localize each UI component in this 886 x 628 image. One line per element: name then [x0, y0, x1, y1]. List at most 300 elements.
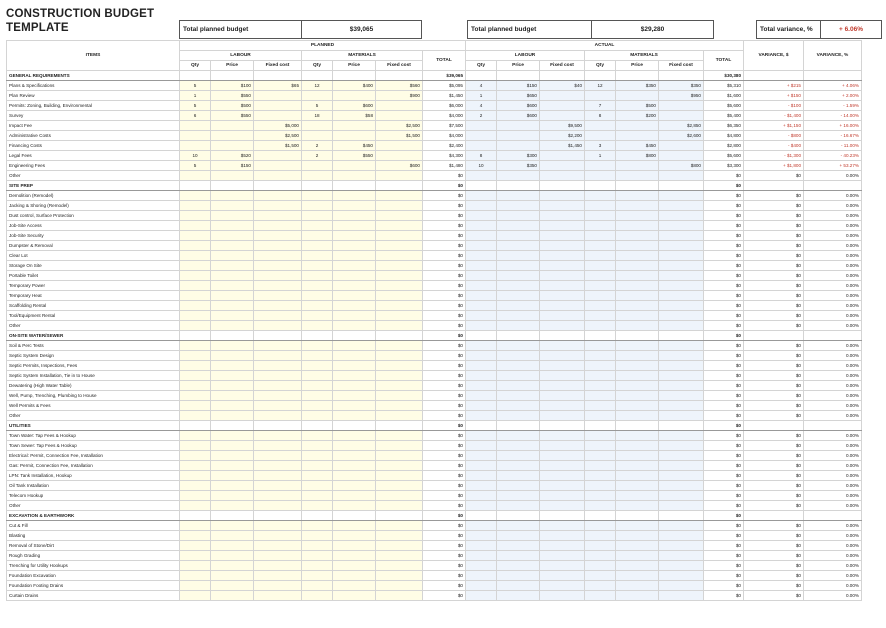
planned-total-cell[interactable]: $0 [423, 561, 466, 571]
planned-labour-fixed-cell[interactable] [254, 291, 302, 301]
planned-materials-qty-cell[interactable] [302, 571, 333, 581]
actual-materials-qty-cell[interactable] [585, 471, 616, 481]
actual-materials-price-cell[interactable] [616, 401, 659, 411]
item-label[interactable]: Blasting [7, 531, 180, 541]
actual-materials-fixed-cell[interactable] [659, 531, 704, 541]
planned-labour-price-cell[interactable] [211, 281, 254, 291]
planned-materials-qty-cell[interactable] [302, 391, 333, 401]
planned-materials-qty-cell[interactable] [302, 171, 333, 181]
planned-labour-price-cell[interactable] [211, 71, 254, 81]
actual-labour-fixed-cell[interactable] [540, 301, 585, 311]
planned-materials-fixed-cell[interactable] [376, 111, 423, 121]
planned-materials-fixed-cell[interactable] [376, 541, 423, 551]
planned-labour-fixed-cell[interactable] [254, 591, 302, 601]
actual-labour-fixed-cell[interactable] [540, 231, 585, 241]
planned-materials-price-cell[interactable] [333, 521, 376, 531]
planned-materials-fixed-cell[interactable] [376, 171, 423, 181]
variance-dollar-cell[interactable]: $0 [744, 461, 804, 471]
planned-total-cell[interactable]: $0 [423, 271, 466, 281]
actual-total-cell[interactable]: $1,600 [704, 91, 744, 101]
actual-labour-fixed-cell[interactable] [540, 461, 585, 471]
actual-materials-fixed-cell[interactable] [659, 471, 704, 481]
item-label[interactable]: Portable Toilet [7, 271, 180, 281]
actual-labour-price-cell[interactable] [497, 571, 540, 581]
actual-materials-qty-cell[interactable] [585, 371, 616, 381]
planned-labour-qty-cell[interactable] [180, 171, 211, 181]
planned-total-cell[interactable]: $0 [423, 261, 466, 271]
planned-labour-qty-cell[interactable]: 6 [180, 111, 211, 121]
variance-percent-cell[interactable]: 0.00% [804, 341, 862, 351]
variance-summary-value[interactable]: + 6.06% [838, 26, 864, 33]
planned-labour-qty-cell[interactable] [180, 351, 211, 361]
actual-labour-fixed-cell[interactable] [540, 341, 585, 351]
actual-total-cell[interactable]: $0 [704, 211, 744, 221]
planned-materials-fixed-cell[interactable] [376, 241, 423, 251]
planned-materials-price-cell[interactable] [333, 171, 376, 181]
item-label[interactable]: Septic System Installation, Tie in to House [7, 371, 180, 381]
actual-labour-price-cell[interactable]: $300 [497, 151, 540, 161]
planned-labour-price-cell[interactable] [211, 411, 254, 421]
actual-materials-price-cell[interactable] [616, 181, 659, 191]
actual-materials-qty-cell[interactable] [585, 381, 616, 391]
actual-materials-price-cell[interactable] [616, 421, 659, 431]
actual-labour-qty-cell[interactable]: 8 [466, 151, 497, 161]
actual-materials-qty-cell[interactable] [585, 131, 616, 141]
actual-labour-qty-cell[interactable] [466, 471, 497, 481]
planned-materials-price-cell[interactable] [333, 311, 376, 321]
actual-total-cell[interactable]: $5,600 [704, 101, 744, 111]
planned-labour-qty-cell[interactable] [180, 381, 211, 391]
actual-labour-qty-cell[interactable] [466, 511, 497, 521]
planned-materials-price-cell[interactable] [333, 441, 376, 451]
actual-summary-value[interactable]: $29,280 [640, 26, 665, 33]
actual-total-cell[interactable]: $0 [704, 591, 744, 601]
planned-labour-price-cell[interactable] [211, 261, 254, 271]
actual-materials-qty-cell[interactable] [585, 511, 616, 521]
actual-labour-price-cell[interactable] [497, 541, 540, 551]
category-label[interactable]: UTILITIES [7, 421, 180, 431]
planned-materials-fixed-cell[interactable] [376, 331, 423, 341]
category-label[interactable]: ON-SITE WATER/SEWER [7, 331, 180, 341]
actual-labour-qty-cell[interactable] [466, 531, 497, 541]
item-label[interactable]: Dust control, Surface Protection [7, 211, 180, 221]
variance-dollar-cell[interactable]: - $800 [744, 131, 804, 141]
actual-labour-fixed-cell[interactable] [540, 271, 585, 281]
actual-materials-price-cell[interactable] [616, 411, 659, 421]
actual-materials-price-cell[interactable] [616, 231, 659, 241]
actual-labour-fixed-cell[interactable] [540, 391, 585, 401]
planned-labour-price-cell[interactable] [211, 191, 254, 201]
actual-labour-price-cell[interactable] [497, 201, 540, 211]
actual-labour-qty-cell[interactable] [466, 71, 497, 81]
planned-materials-fixed-cell[interactable] [376, 251, 423, 261]
planned-materials-qty-cell[interactable] [302, 251, 333, 261]
actual-labour-price-cell[interactable] [497, 491, 540, 501]
actual-labour-fixed-cell[interactable] [540, 91, 585, 101]
actual-materials-price-cell[interactable] [616, 121, 659, 131]
planned-materials-price-cell[interactable] [333, 411, 376, 421]
planned-labour-qty-cell[interactable] [180, 211, 211, 221]
actual-materials-qty-cell[interactable] [585, 461, 616, 471]
variance-percent-cell[interactable]: 0.00% [804, 481, 862, 491]
actual-total-cell[interactable]: $0 [704, 411, 744, 421]
planned-labour-price-cell[interactable] [211, 201, 254, 211]
planned-materials-qty-cell[interactable] [302, 491, 333, 501]
planned-labour-price-cell[interactable] [211, 371, 254, 381]
actual-total-cell[interactable]: $5,310 [704, 81, 744, 91]
planned-labour-price-cell[interactable] [211, 321, 254, 331]
planned-materials-fixed-cell[interactable] [376, 521, 423, 531]
planned-materials-qty-cell[interactable] [302, 511, 333, 521]
planned-total-cell[interactable]: $0 [423, 321, 466, 331]
planned-total-cell[interactable]: $0 [423, 541, 466, 551]
planned-materials-fixed-cell[interactable] [376, 581, 423, 591]
planned-materials-price-cell[interactable] [333, 211, 376, 221]
actual-materials-qty-cell[interactable] [585, 91, 616, 101]
planned-labour-qty-cell[interactable] [180, 371, 211, 381]
planned-total-cell[interactable]: $0 [423, 551, 466, 561]
variance-dollar-cell[interactable]: $0 [744, 431, 804, 441]
planned-materials-price-cell[interactable] [333, 451, 376, 461]
actual-labour-price-cell[interactable] [497, 261, 540, 271]
planned-total-cell[interactable]: $0 [423, 381, 466, 391]
actual-labour-qty-cell[interactable] [466, 141, 497, 151]
planned-labour-qty-cell[interactable] [180, 131, 211, 141]
planned-materials-qty-cell[interactable] [302, 561, 333, 571]
actual-materials-qty-cell[interactable] [585, 241, 616, 251]
actual-materials-fixed-cell[interactable] [659, 201, 704, 211]
planned-materials-fixed-cell[interactable] [376, 221, 423, 231]
planned-labour-fixed-cell[interactable] [254, 91, 302, 101]
planned-materials-fixed-cell[interactable] [376, 391, 423, 401]
item-label[interactable]: Jacking & Shoring (Remodel) [7, 201, 180, 211]
variance-dollar-cell[interactable]: $0 [744, 381, 804, 391]
variance-percent-cell[interactable]: 0.00% [804, 581, 862, 591]
item-label[interactable]: Foundation Excavation [7, 571, 180, 581]
planned-labour-qty-cell[interactable] [180, 531, 211, 541]
actual-labour-qty-cell[interactable] [466, 551, 497, 561]
actual-materials-price-cell[interactable] [616, 391, 659, 401]
planned-materials-price-cell[interactable] [333, 231, 376, 241]
actual-labour-qty-cell[interactable] [466, 401, 497, 411]
actual-materials-qty-cell[interactable] [585, 231, 616, 241]
actual-labour-fixed-cell[interactable] [540, 261, 585, 271]
planned-labour-qty-cell[interactable] [180, 191, 211, 201]
planned-labour-fixed-cell[interactable] [254, 391, 302, 401]
actual-materials-qty-cell[interactable] [585, 341, 616, 351]
actual-labour-qty-cell[interactable] [466, 261, 497, 271]
item-label[interactable]: Financing Costs [7, 141, 180, 151]
actual-labour-fixed-cell[interactable] [540, 351, 585, 361]
actual-labour-price-cell[interactable] [497, 131, 540, 141]
actual-labour-price-cell[interactable] [497, 591, 540, 601]
planned-labour-qty-cell[interactable] [180, 591, 211, 601]
actual-labour-qty-cell[interactable] [466, 481, 497, 491]
variance-percent-cell[interactable]: 0.00% [804, 321, 862, 331]
planned-materials-qty-cell[interactable] [302, 521, 333, 531]
actual-labour-fixed-cell[interactable] [540, 531, 585, 541]
variance-percent-cell[interactable]: 0.00% [804, 171, 862, 181]
planned-labour-qty-cell[interactable] [180, 431, 211, 441]
planned-total-cell[interactable]: $39,065 [423, 71, 466, 81]
planned-labour-price-cell[interactable] [211, 471, 254, 481]
actual-labour-price-cell[interactable] [497, 271, 540, 281]
actual-labour-qty-cell[interactable] [466, 301, 497, 311]
actual-materials-qty-cell[interactable] [585, 211, 616, 221]
actual-labour-qty-cell[interactable] [466, 311, 497, 321]
planned-labour-qty-cell[interactable] [180, 311, 211, 321]
actual-labour-price-cell[interactable] [497, 301, 540, 311]
planned-labour-qty-cell[interactable] [180, 71, 211, 81]
actual-labour-qty-cell[interactable]: 4 [466, 81, 497, 91]
planned-materials-fixed-cell[interactable] [376, 501, 423, 511]
actual-labour-fixed-cell[interactable] [540, 521, 585, 531]
variance-percent-cell[interactable] [804, 181, 862, 191]
item-label[interactable]: Dumpster & Removal [7, 241, 180, 251]
actual-materials-fixed-cell[interactable]: $350 [659, 81, 704, 91]
actual-materials-qty-cell[interactable] [585, 121, 616, 131]
actual-labour-price-cell[interactable] [497, 521, 540, 531]
planned-materials-fixed-cell[interactable] [376, 471, 423, 481]
planned-labour-qty-cell[interactable] [180, 471, 211, 481]
actual-materials-qty-cell[interactable] [585, 261, 616, 271]
variance-dollar-cell[interactable]: $0 [744, 521, 804, 531]
planned-labour-qty-cell[interactable]: 5 [180, 81, 211, 91]
planned-labour-fixed-cell[interactable] [254, 231, 302, 241]
planned-labour-qty-cell[interactable] [180, 571, 211, 581]
item-label[interactable]: Administrative Costs [7, 131, 180, 141]
actual-materials-fixed-cell[interactable] [659, 101, 704, 111]
planned-materials-qty-cell[interactable] [302, 341, 333, 351]
planned-total-cell[interactable]: $0 [423, 301, 466, 311]
actual-materials-fixed-cell[interactable] [659, 111, 704, 121]
planned-materials-price-cell[interactable] [333, 431, 376, 441]
actual-total-cell[interactable]: $30,380 [704, 71, 744, 81]
variance-dollar-cell[interactable]: $0 [744, 391, 804, 401]
planned-materials-price-cell[interactable] [333, 571, 376, 581]
variance-percent-cell[interactable]: + 16.00% [804, 121, 862, 131]
actual-labour-fixed-cell[interactable] [540, 471, 585, 481]
actual-labour-qty-cell[interactable] [466, 451, 497, 461]
planned-materials-price-cell[interactable]: $450 [333, 141, 376, 151]
actual-total-cell[interactable]: $0 [704, 311, 744, 321]
actual-materials-fixed-cell[interactable] [659, 321, 704, 331]
variance-percent-cell[interactable]: 0.00% [804, 431, 862, 441]
planned-labour-fixed-cell[interactable] [254, 271, 302, 281]
actual-total-cell[interactable]: $0 [704, 351, 744, 361]
actual-labour-qty-cell[interactable] [466, 251, 497, 261]
actual-total-cell[interactable]: $5,600 [704, 151, 744, 161]
planned-labour-price-cell[interactable] [211, 451, 254, 461]
actual-materials-fixed-cell[interactable] [659, 241, 704, 251]
variance-dollar-cell[interactable]: $0 [744, 241, 804, 251]
actual-labour-qty-cell[interactable] [466, 571, 497, 581]
planned-materials-price-cell[interactable] [333, 121, 376, 131]
planned-materials-price-cell[interactable] [333, 511, 376, 521]
actual-labour-fixed-cell[interactable] [540, 331, 585, 341]
planned-total-cell[interactable]: $0 [423, 201, 466, 211]
planned-labour-qty-cell[interactable] [180, 181, 211, 191]
actual-materials-price-cell[interactable]: $450 [616, 141, 659, 151]
planned-total-cell[interactable]: $0 [423, 521, 466, 531]
actual-labour-price-cell[interactable] [497, 241, 540, 251]
planned-materials-qty-cell[interactable] [302, 581, 333, 591]
planned-labour-fixed-cell[interactable] [254, 191, 302, 201]
planned-materials-qty-cell[interactable] [302, 501, 333, 511]
actual-materials-price-cell[interactable] [616, 571, 659, 581]
actual-labour-price-cell[interactable] [497, 361, 540, 371]
actual-labour-fixed-cell[interactable] [540, 561, 585, 571]
planned-materials-qty-cell[interactable] [302, 191, 333, 201]
planned-labour-qty-cell[interactable] [180, 301, 211, 311]
planned-labour-fixed-cell[interactable] [254, 511, 302, 521]
variance-dollar-cell[interactable] [744, 71, 804, 81]
planned-labour-price-cell[interactable] [211, 311, 254, 321]
planned-labour-fixed-cell[interactable] [254, 461, 302, 471]
planned-labour-price-cell[interactable] [211, 591, 254, 601]
planned-total-cell[interactable]: $0 [423, 181, 466, 191]
planned-total-cell[interactable]: $0 [423, 481, 466, 491]
actual-labour-price-cell[interactable] [497, 561, 540, 571]
actual-materials-price-cell[interactable] [616, 541, 659, 551]
planned-materials-price-cell[interactable] [333, 191, 376, 201]
planned-total-cell[interactable]: $0 [423, 461, 466, 471]
actual-labour-price-cell[interactable]: $150 [497, 81, 540, 91]
planned-materials-qty-cell[interactable] [302, 301, 333, 311]
actual-labour-price-cell[interactable] [497, 281, 540, 291]
variance-percent-cell[interactable]: 0.00% [804, 491, 862, 501]
actual-labour-qty-cell[interactable] [466, 541, 497, 551]
variance-dollar-cell[interactable]: $0 [744, 291, 804, 301]
planned-total-cell[interactable]: $6,000 [423, 101, 466, 111]
actual-total-cell[interactable]: $4,800 [704, 131, 744, 141]
planned-total-cell[interactable]: $0 [423, 581, 466, 591]
actual-materials-qty-cell[interactable] [585, 271, 616, 281]
planned-materials-qty-cell[interactable] [302, 271, 333, 281]
planned-materials-price-cell[interactable] [333, 501, 376, 511]
planned-labour-price-cell[interactable] [211, 181, 254, 191]
actual-total-cell[interactable]: $0 [704, 471, 744, 481]
actual-materials-qty-cell[interactable] [585, 291, 616, 301]
actual-labour-fixed-cell[interactable] [540, 431, 585, 441]
planned-materials-qty-cell[interactable] [302, 311, 333, 321]
planned-labour-fixed-cell[interactable] [254, 181, 302, 191]
variance-dollar-cell[interactable]: $0 [744, 371, 804, 381]
actual-materials-qty-cell[interactable] [585, 401, 616, 411]
actual-labour-qty-cell[interactable] [466, 411, 497, 421]
actual-materials-qty-cell[interactable] [585, 391, 616, 401]
planned-labour-price-cell[interactable] [211, 251, 254, 261]
variance-percent-cell[interactable]: 0.00% [804, 381, 862, 391]
actual-total-cell[interactable]: $0 [704, 511, 744, 521]
item-label[interactable]: Electrical: Permit, Connection Fee, Installation [7, 451, 180, 461]
variance-percent-cell[interactable]: 0.00% [804, 241, 862, 251]
actual-labour-price-cell[interactable] [497, 411, 540, 421]
planned-materials-fixed-cell[interactable]: $900 [376, 91, 423, 101]
item-label[interactable]: Job-Site Access [7, 221, 180, 231]
planned-labour-price-cell[interactable] [211, 461, 254, 471]
actual-labour-price-cell[interactable] [497, 311, 540, 321]
item-label[interactable]: Soil & Perc Tests [7, 341, 180, 351]
actual-materials-qty-cell[interactable]: 12 [585, 81, 616, 91]
planned-materials-fixed-cell[interactable] [376, 481, 423, 491]
actual-labour-qty-cell[interactable] [466, 281, 497, 291]
actual-total-cell[interactable]: $0 [704, 521, 744, 531]
planned-labour-qty-cell[interactable] [180, 441, 211, 451]
planned-materials-price-cell[interactable] [333, 91, 376, 101]
actual-labour-price-cell[interactable]: $600 [497, 111, 540, 121]
planned-labour-price-cell[interactable] [211, 341, 254, 351]
actual-labour-qty-cell[interactable] [466, 461, 497, 471]
item-label[interactable]: Engineering Fees [7, 161, 180, 171]
item-label[interactable]: Job-Site Security [7, 231, 180, 241]
variance-dollar-cell[interactable]: $0 [744, 321, 804, 331]
item-label[interactable]: Town Sewer: Tap Fees & Hookup [7, 441, 180, 451]
planned-labour-fixed-cell[interactable]: $5,000 [254, 121, 302, 131]
actual-labour-qty-cell[interactable]: 4 [466, 101, 497, 111]
actual-labour-price-cell[interactable] [497, 191, 540, 201]
planned-labour-price-cell[interactable] [211, 351, 254, 361]
actual-labour-qty-cell[interactable] [466, 231, 497, 241]
actual-labour-fixed-cell[interactable] [540, 161, 585, 171]
actual-labour-qty-cell[interactable] [466, 341, 497, 351]
planned-labour-fixed-cell[interactable] [254, 451, 302, 461]
actual-materials-fixed-cell[interactable] [659, 181, 704, 191]
planned-labour-fixed-cell[interactable] [254, 331, 302, 341]
actual-total-cell[interactable]: $0 [704, 381, 744, 391]
actual-total-cell[interactable]: $5,400 [704, 111, 744, 121]
planned-materials-qty-cell[interactable] [302, 361, 333, 371]
actual-labour-qty-cell[interactable] [466, 371, 497, 381]
actual-materials-fixed-cell[interactable] [659, 481, 704, 491]
planned-total-cell[interactable]: $0 [423, 291, 466, 301]
actual-labour-fixed-cell[interactable]: $40 [540, 81, 585, 91]
actual-total-cell[interactable]: $0 [704, 401, 744, 411]
planned-labour-price-cell[interactable] [211, 271, 254, 281]
planned-labour-price-cell[interactable] [211, 541, 254, 551]
item-label[interactable]: Permits: Zoning, Building, Environmental [7, 101, 180, 111]
actual-labour-price-cell[interactable] [497, 341, 540, 351]
actual-materials-fixed-cell[interactable] [659, 281, 704, 291]
actual-total-cell[interactable]: $0 [704, 461, 744, 471]
planned-total-cell[interactable]: $0 [423, 401, 466, 411]
actual-labour-fixed-cell[interactable] [540, 111, 585, 121]
actual-labour-price-cell[interactable] [497, 321, 540, 331]
actual-labour-fixed-cell[interactable] [540, 571, 585, 581]
variance-dollar-cell[interactable]: $0 [744, 571, 804, 581]
variance-percent-cell[interactable]: 0.00% [804, 411, 862, 421]
actual-materials-fixed-cell[interactable] [659, 591, 704, 601]
variance-percent-cell[interactable]: 0.00% [804, 371, 862, 381]
planned-labour-fixed-cell[interactable] [254, 281, 302, 291]
planned-summary-value[interactable]: $39,065 [349, 26, 374, 33]
actual-materials-qty-cell[interactable] [585, 351, 616, 361]
actual-materials-price-cell[interactable] [616, 511, 659, 521]
actual-labour-fixed-cell[interactable] [540, 541, 585, 551]
actual-materials-qty-cell[interactable] [585, 71, 616, 81]
actual-total-cell[interactable]: $0 [704, 231, 744, 241]
planned-materials-price-cell[interactable] [333, 391, 376, 401]
actual-labour-qty-cell[interactable] [466, 361, 497, 371]
actual-labour-price-cell[interactable] [497, 181, 540, 191]
actual-labour-fixed-cell[interactable] [540, 551, 585, 561]
variance-dollar-cell[interactable]: $0 [744, 201, 804, 211]
actual-materials-price-cell[interactable] [616, 371, 659, 381]
category-label[interactable]: SITE PREP [7, 181, 180, 191]
planned-labour-price-cell[interactable] [211, 291, 254, 301]
actual-labour-fixed-cell[interactable] [540, 381, 585, 391]
actual-materials-fixed-cell[interactable] [659, 431, 704, 441]
